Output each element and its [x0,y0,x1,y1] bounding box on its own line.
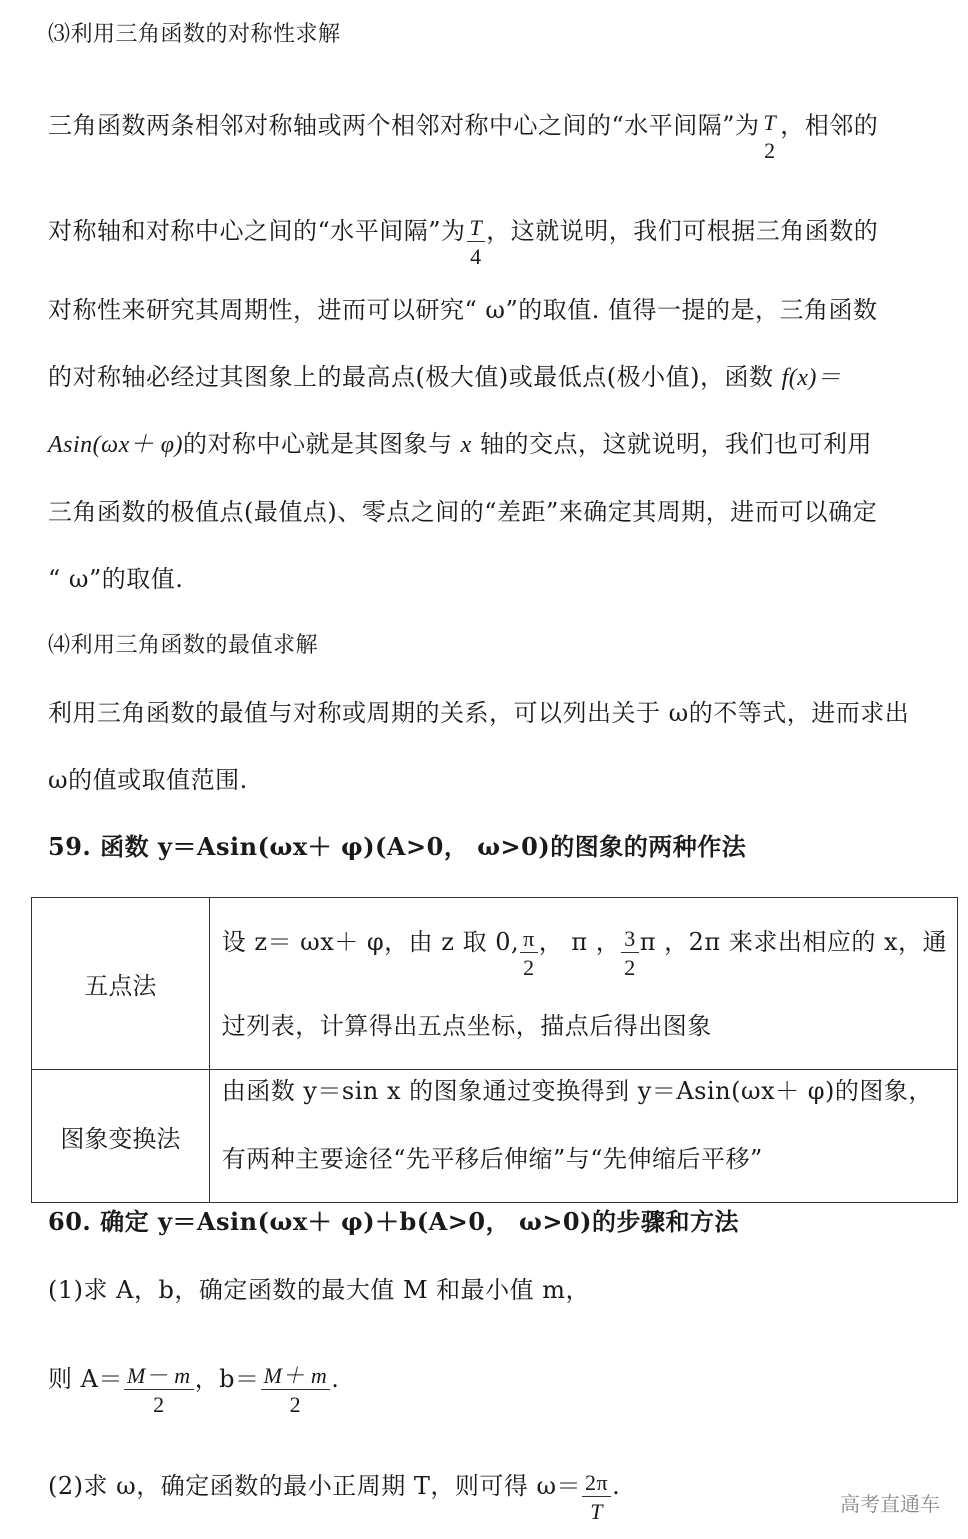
item60-title: 60. 确定 y＝Asin(ωx＋ φ)＋b(A>0， ω>0)的步骤和方法 [48,1207,739,1236]
text: π ，2π 来求出相应的 x，通 [639,928,947,956]
fraction-amplitude [124,1365,194,1416]
text: 三角函数两条相邻对称轴或两个相邻对称中心之间的“水平间隔”为 [48,111,760,140]
section3-paragraph-line2 [48,207,879,269]
denominator: 2 [289,1392,302,1417]
desc-line1: 由函数 y＝sin x 的图象通过变换得到 y＝Asin(ωx＋ φ)的图象， [221,1077,933,1105]
section4-paragraph-line2: ω的值或取值范围. [48,766,248,794]
denominator: 2 [523,955,535,980]
fraction-t-over-4 [467,217,486,268]
math-asin: Asin(ωx＋ φ) [48,432,184,458]
text: 设 z＝ ωx＋ φ，由 z 取 0, [221,928,520,956]
desc-line2: 有两种主要途径“先平移后伸缩”与“先伸缩后平移” [221,1145,763,1173]
text: 则 A＝ [48,1365,123,1393]
text: (2)求 ω，确定函数的最小正周期 T，则可得 ω＝ [48,1472,582,1500]
fraction-2pi-over-t [582,1472,611,1523]
item60-step1: (1)求 A，b，确定函数的最大值 M 和最小值 m， [48,1276,591,1304]
table-row [32,1070,958,1203]
section3-paragraph-line1 [48,102,879,163]
text: ，这就说明，我们可根据三角函数的 [486,217,879,245]
section4-paragraph-line1: 利用三角函数的最值与对称或周期的关系，可以列出关于 ω的不等式，进而求出 [48,699,910,727]
text: 的对称中心就是其图象与 [183,430,461,458]
section3-paragraph-line4 [48,362,841,393]
denominator: T [590,1499,603,1524]
numerator: 3 [621,928,639,953]
numerator: M－ m [124,1365,194,1390]
fraction-3-over-2 [621,928,639,979]
section3-paragraph-line3: 对称性来研究其周期性，进而可以研究“ ω”的取值. 值得一提的是，三角函数 [48,296,878,324]
numerator: T [763,110,777,135]
numerator: M＋ m [261,1365,331,1390]
section3-paragraph-line7: “ ω”的取值. [48,565,184,593]
text: 对称轴和对称中心之间的“水平间隔”为 [48,217,466,245]
section4-heading: ⑷利用三角函数的最值求解 [48,633,319,658]
section3-heading: ⑶利用三角函数的对称性求解 [48,22,341,47]
text: 轴的交点，这就说明，我们也可利用 [471,430,872,458]
method-desc-transform [209,1070,957,1203]
denominator: 2 [624,955,636,980]
item60-step2 [48,1462,621,1524]
text: ， π ， [538,928,621,956]
graph-methods-table [31,897,958,1203]
watermark: 高考直通车 [840,1492,940,1516]
text: ，b＝ [194,1365,260,1393]
denominator: 2 [764,138,776,163]
text: . [331,1365,340,1393]
section3-paragraph-line6: 三角函数的极值点(最值点)、零点之间的“差距”来确定其周期，进而可以确定 [48,498,878,526]
numerator: T [467,217,486,242]
numerator: 2π [582,1472,611,1497]
denominator: 2 [153,1392,165,1417]
text: 的对称轴必经过其图象上的最高点(极大值)或最低点(极小值)，函数 [48,363,782,391]
text: . [612,1472,621,1500]
table-row [32,898,958,1070]
item59-title: 59. 函数 y＝Asin(ωx＋ φ)(A>0， ω>0)的图象的两种作法 [48,832,747,861]
section3-paragraph-line5 [48,429,872,460]
desc-line2: 过列表，计算得出五点坐标，描点后得出图象 [221,1012,712,1040]
method-name-transform: 图象变换法 [32,1070,210,1203]
fraction-offset [261,1365,331,1416]
math-x: x [460,432,472,458]
method-desc-five-point [209,898,957,1070]
fraction-t-over-2 [761,112,780,162]
math-fx: f(x)＝ [781,365,842,391]
denominator: 4 [470,244,482,269]
fraction-pi-over-2 [520,928,538,979]
text: ，相邻的 [780,111,879,140]
method-name-five-point: 五点法 [32,898,210,1070]
numerator: π [520,928,538,953]
desc-line1 [221,918,947,980]
item60-step1-formula [48,1355,340,1417]
